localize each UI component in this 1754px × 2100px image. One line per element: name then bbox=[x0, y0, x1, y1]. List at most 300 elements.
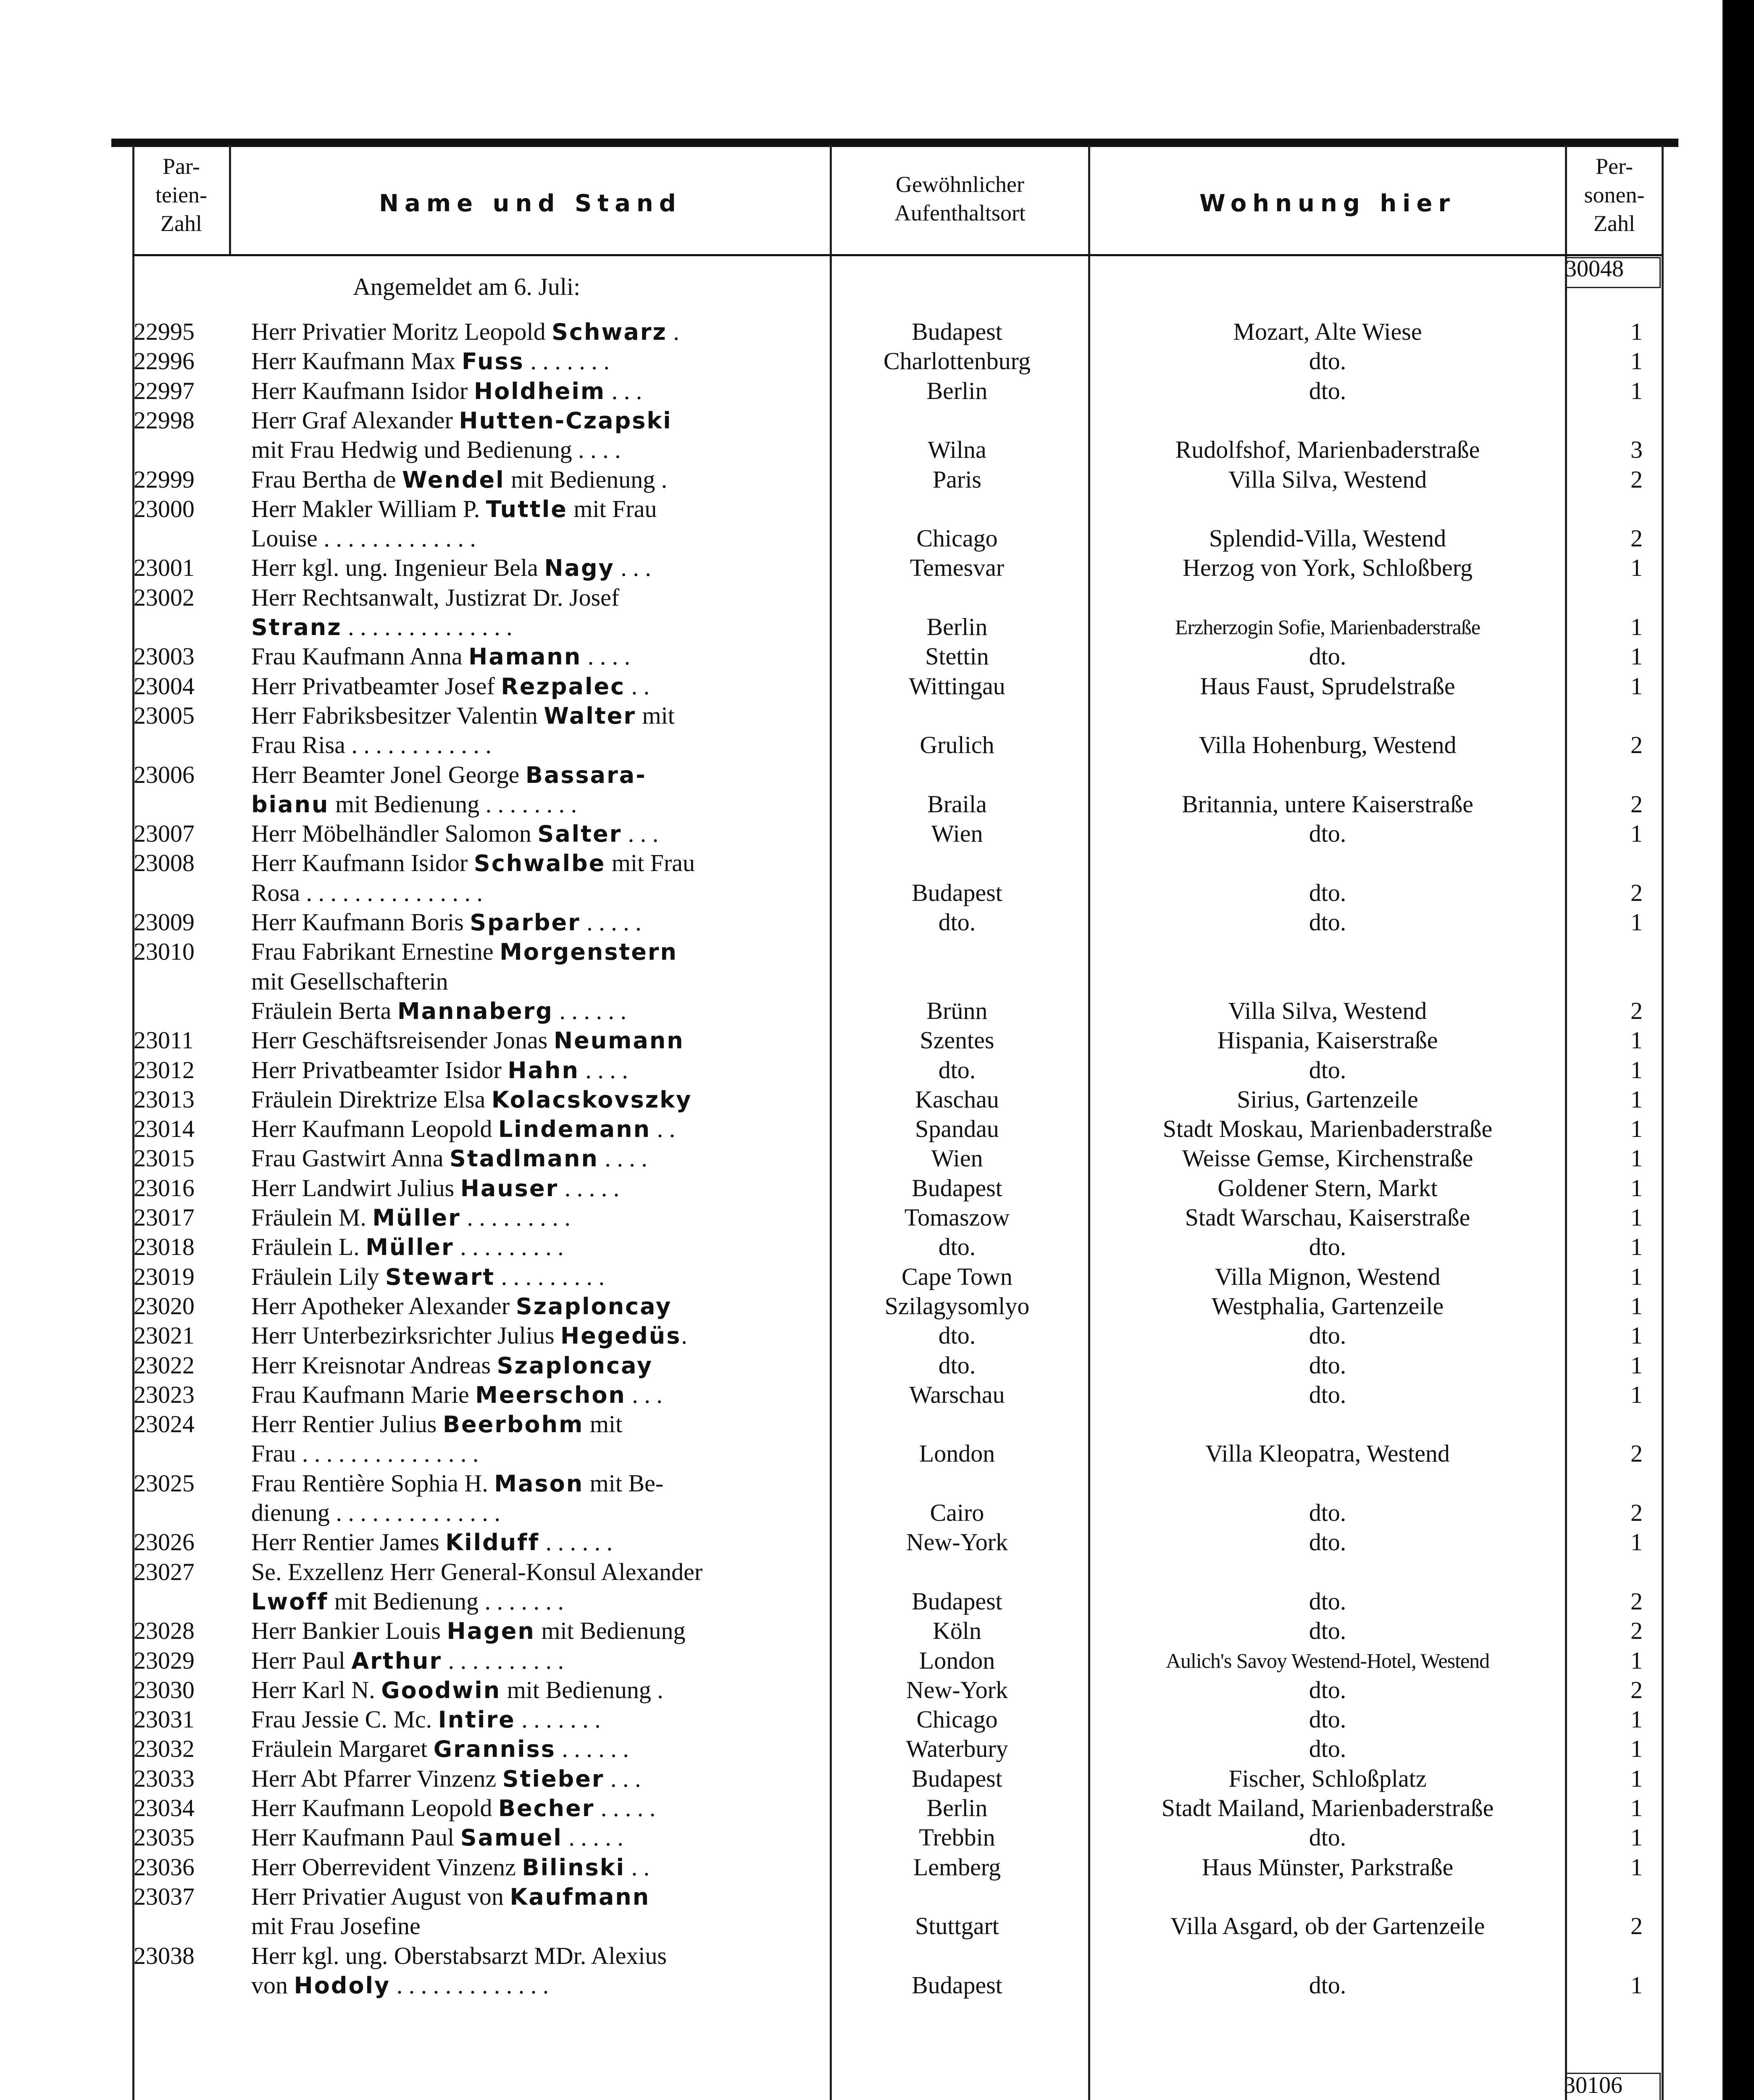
guest-title: von bbox=[251, 1971, 294, 1999]
persons-count: 1 bbox=[1630, 1233, 1643, 1261]
party-number: 23013 bbox=[134, 1085, 195, 1113]
local-lodging: Aulich's Savoy Westend-Hotel, Westend bbox=[1165, 1648, 1490, 1672]
local-lodging: dto. bbox=[1309, 1824, 1346, 1851]
guest-name-line bbox=[251, 317, 819, 346]
party-number: 23021 bbox=[134, 1322, 195, 1349]
guest-surname: Intire bbox=[438, 1706, 515, 1733]
usual-residence: dto. bbox=[938, 1056, 976, 1084]
party-number: 22999 bbox=[134, 465, 195, 493]
guest-title: Herr Kaufmann Leopold bbox=[251, 1115, 498, 1143]
guest-name-line bbox=[251, 612, 819, 642]
guest-title: Herr Kaufmann Paul bbox=[251, 1824, 460, 1851]
header-rule bbox=[132, 254, 1662, 256]
guest-surname: Stewart bbox=[385, 1263, 495, 1290]
guest-name-line bbox=[251, 346, 819, 376]
persons-count: 1 bbox=[1630, 908, 1643, 936]
persons-count: 1 bbox=[1630, 377, 1643, 404]
usual-residence: Stettin bbox=[925, 643, 989, 670]
guest-name-line bbox=[251, 1203, 819, 1232]
guest-suffix: . . . bbox=[604, 1764, 641, 1792]
local-lodging: dto. bbox=[1309, 1351, 1346, 1379]
guest-title: Herr Abt Pfarrer Vinzenz bbox=[251, 1764, 502, 1792]
usual-residence: dto. bbox=[938, 1322, 976, 1349]
local-lodging: dto. bbox=[1309, 1381, 1346, 1408]
guest-suffix: . . bbox=[651, 1115, 676, 1143]
party-number: 23037 bbox=[134, 1882, 195, 1910]
guest-surname: Neumann bbox=[553, 1027, 684, 1054]
guest-title: Frau Gastwirt Anna bbox=[251, 1144, 450, 1172]
guest-surname: Hahn bbox=[508, 1057, 579, 1084]
guest-name-line bbox=[251, 435, 819, 465]
party-number: 23028 bbox=[134, 1617, 195, 1645]
party-number: 23017 bbox=[134, 1204, 195, 1231]
party-number: 23008 bbox=[134, 849, 195, 877]
party-number: 23006 bbox=[134, 761, 195, 788]
usual-residence: dto. bbox=[938, 1351, 976, 1379]
guest-name-line bbox=[251, 1646, 819, 1675]
guest-title: Herr Rentier James bbox=[251, 1528, 446, 1556]
usual-residence: dto. bbox=[938, 908, 976, 936]
persons-count: 2 bbox=[1630, 465, 1643, 493]
local-lodging: Weisse Gemse, Kirchenstraße bbox=[1182, 1144, 1473, 1172]
usual-residence: Waterbury bbox=[906, 1735, 1008, 1763]
guest-surname: Szaploncay bbox=[515, 1293, 672, 1320]
entry-line bbox=[0, 701, 1722, 730]
entry-line bbox=[0, 1911, 1722, 1941]
guest-surname: Bassara- bbox=[525, 761, 647, 788]
carry-out-total: 30106 bbox=[1564, 2072, 1623, 2098]
usual-residence: Budapest bbox=[912, 1174, 1002, 1202]
persons-count: 1 bbox=[1630, 318, 1643, 345]
guest-name-line bbox=[251, 1026, 819, 1055]
guest-name-line bbox=[251, 406, 819, 435]
guest-name-line bbox=[251, 1557, 819, 1587]
party-number: 23002 bbox=[134, 583, 195, 611]
party-number: 23033 bbox=[134, 1764, 195, 1792]
guest-title: Herr kgl. ung. Oberstabsarzt MDr. Alexius bbox=[251, 1942, 667, 1969]
entry-line bbox=[0, 317, 1722, 346]
usual-residence: London bbox=[919, 1440, 995, 1467]
local-lodging: Britannia, untere Kaiserstraße bbox=[1181, 790, 1474, 818]
guest-surname: Stranz bbox=[251, 614, 342, 640]
guest-suffix: . . . . . . bbox=[553, 997, 626, 1024]
guest-suffix: . . . bbox=[622, 820, 659, 848]
guest-name-line bbox=[251, 465, 819, 494]
persons-count: 1 bbox=[1630, 672, 1643, 700]
guest-surname: Nagy bbox=[544, 555, 615, 582]
entry-line bbox=[0, 967, 1722, 996]
guest-name-line bbox=[251, 1941, 819, 1971]
local-lodging: Villa Kleopatra, Westend bbox=[1205, 1440, 1450, 1467]
entry-line bbox=[0, 1823, 1722, 1852]
local-lodging: Splendid-Villa, Westend bbox=[1209, 525, 1446, 552]
entry-line bbox=[0, 1853, 1722, 1882]
entry-line bbox=[0, 1173, 1722, 1203]
party-number: 23031 bbox=[134, 1706, 195, 1733]
persons-count: 1 bbox=[1630, 1351, 1643, 1379]
local-lodging: dto. bbox=[1309, 1056, 1346, 1084]
guest-title: Frau Kaufmann Anna bbox=[251, 643, 469, 670]
entry-line bbox=[0, 1587, 1722, 1616]
guest-name-line bbox=[251, 730, 819, 760]
guest-suffix: mit Frau bbox=[605, 849, 695, 877]
guest-suffix: . . . . . . . . . . . . . bbox=[390, 1971, 549, 1999]
party-number: 23001 bbox=[134, 554, 195, 582]
guest-name-line bbox=[251, 1498, 819, 1528]
guest-title: Frau Fabrikant Ernestine bbox=[251, 938, 500, 966]
entry-line bbox=[0, 1528, 1722, 1557]
guest-surname: Mason bbox=[494, 1470, 584, 1497]
guest-suffix: mit Bedienung . . . . . . . bbox=[328, 1587, 564, 1615]
guest-suffix: . . . . . . . bbox=[515, 1706, 601, 1733]
guest-name-line bbox=[251, 1292, 819, 1321]
usual-residence: Grulich bbox=[920, 731, 994, 759]
guest-name-line bbox=[251, 1055, 819, 1085]
guest-title: Frau Risa . . . . . . . . . . . . bbox=[251, 731, 492, 759]
entry-line bbox=[0, 583, 1722, 612]
entry-line bbox=[0, 494, 1722, 524]
guest-suffix: . bbox=[667, 318, 679, 345]
usual-residence: Berlin bbox=[926, 613, 988, 640]
persons-count: 2 bbox=[1630, 525, 1643, 552]
entry-line bbox=[0, 937, 1722, 966]
guest-title: Herr Fabriksbesitzer Valentin bbox=[251, 701, 544, 729]
entry-line bbox=[0, 1203, 1722, 1232]
guest-name-line bbox=[251, 1380, 819, 1410]
guest-surname: Becher bbox=[498, 1795, 595, 1822]
party-number: 23000 bbox=[134, 495, 195, 522]
guest-name-line bbox=[251, 524, 819, 553]
entry-line bbox=[0, 1292, 1722, 1321]
entry-line bbox=[0, 1351, 1722, 1380]
guest-title: mit Gesellschafterin bbox=[251, 967, 448, 995]
guest-name-line bbox=[251, 1793, 819, 1823]
persons-count: 1 bbox=[1630, 1115, 1643, 1143]
entry-line bbox=[0, 346, 1722, 376]
entry-line bbox=[0, 1557, 1722, 1587]
guest-title: Herr Apotheker Alexander bbox=[251, 1292, 516, 1320]
guest-suffix: . . . . . bbox=[558, 1174, 620, 1202]
guest-name-line bbox=[251, 1144, 819, 1173]
local-lodging: dto. bbox=[1309, 1587, 1346, 1615]
guest-suffix: . . bbox=[625, 672, 650, 700]
persons-count: 1 bbox=[1630, 1528, 1643, 1556]
guest-name-line bbox=[251, 1410, 819, 1439]
guest-name-line bbox=[251, 1734, 819, 1764]
entry-line bbox=[0, 1262, 1722, 1292]
party-number: 23034 bbox=[134, 1794, 195, 1822]
party-number: 23035 bbox=[134, 1824, 195, 1851]
guest-suffix: . . . bbox=[626, 1381, 663, 1408]
entry-line bbox=[0, 612, 1722, 642]
guest-name-line bbox=[251, 1262, 819, 1292]
persons-count: 1 bbox=[1630, 1735, 1643, 1763]
persons-count: 1 bbox=[1630, 1706, 1643, 1733]
party-number: 23007 bbox=[134, 820, 195, 848]
guest-title: Herr Makler William P. bbox=[251, 495, 486, 522]
guest-title: Herr Rentier Julius bbox=[251, 1410, 443, 1438]
persons-count: 1 bbox=[1630, 1204, 1643, 1231]
guest-suffix: . . . . . . . . . . . . . . bbox=[342, 613, 513, 640]
guest-surname: Hamann bbox=[468, 643, 582, 670]
guest-name-line bbox=[251, 1085, 819, 1114]
local-lodging: dto. bbox=[1309, 1322, 1346, 1349]
usual-residence: Budapest bbox=[912, 879, 1002, 906]
guest-title: mit Frau Hedwig und Bedienung . . . . bbox=[251, 436, 621, 464]
guest-title: Herr Unterbezirksrichter Julius bbox=[251, 1322, 561, 1349]
usual-residence: London bbox=[919, 1646, 995, 1674]
guest-title: Herr Paul bbox=[251, 1646, 352, 1674]
usual-residence: Chicago bbox=[916, 525, 998, 552]
guest-name-line bbox=[251, 1173, 819, 1203]
guest-title: mit Frau Josefine bbox=[251, 1912, 421, 1940]
local-lodging: dto. bbox=[1309, 820, 1346, 848]
entry-line bbox=[0, 1734, 1722, 1764]
guest-title: Herr Möbelhändler Salomon bbox=[251, 820, 538, 848]
entry-line bbox=[0, 1085, 1722, 1114]
usual-residence: Cape Town bbox=[902, 1263, 1012, 1290]
guest-title: Herr Privatbeamter Josef bbox=[251, 672, 501, 700]
local-lodging: Fischer, Schloßplatz bbox=[1228, 1764, 1427, 1792]
guest-name-line bbox=[251, 1321, 819, 1350]
persons-count: 2 bbox=[1630, 879, 1643, 906]
guest-title: Fräulein Berta bbox=[251, 997, 397, 1024]
guest-title: dienung . . . . . . . . . . . . . . bbox=[251, 1499, 500, 1526]
guest-suffix: . . . . bbox=[579, 1056, 628, 1084]
guest-surname: Rezpalec bbox=[501, 673, 626, 700]
guest-name-line bbox=[251, 672, 819, 701]
guest-title: Herr Rechtsanwalt, Justizrat Dr. Josef bbox=[251, 583, 620, 611]
guest-title: Frau Kaufmann Marie bbox=[251, 1381, 476, 1408]
guest-name-line bbox=[251, 908, 819, 937]
entry-line bbox=[0, 1498, 1722, 1528]
entry-line bbox=[0, 878, 1722, 908]
guest-suffix: . . . . bbox=[598, 1144, 647, 1172]
local-lodging: Villa Mignon, Westend bbox=[1215, 1263, 1441, 1290]
guest-name-line bbox=[251, 1911, 819, 1941]
persons-count: 1 bbox=[1630, 1085, 1643, 1113]
usual-residence: Wien bbox=[931, 1144, 983, 1172]
persons-count: 2 bbox=[1630, 731, 1643, 759]
guest-name-line bbox=[251, 1114, 819, 1144]
persons-count: 1 bbox=[1630, 1292, 1643, 1320]
usual-residence: Szilagysomlyo bbox=[884, 1292, 1030, 1320]
guest-name-line bbox=[251, 1675, 819, 1705]
persons-count: 1 bbox=[1630, 1381, 1643, 1408]
local-lodging: Sirius, Gartenzeile bbox=[1237, 1085, 1418, 1113]
usual-residence: New-York bbox=[906, 1676, 1008, 1704]
usual-residence: Cairo bbox=[930, 1499, 984, 1526]
entry-line bbox=[0, 1321, 1722, 1350]
local-lodging: dto. bbox=[1309, 1971, 1346, 1999]
persons-count: 2 bbox=[1630, 1912, 1643, 1940]
party-number: 23023 bbox=[134, 1381, 195, 1408]
persons-count: 1 bbox=[1630, 1853, 1643, 1881]
guest-title: Herr Karl N. bbox=[251, 1676, 381, 1704]
local-lodging: dto. bbox=[1309, 1676, 1346, 1704]
usual-residence: Szentes bbox=[920, 1026, 994, 1054]
entry-line bbox=[0, 760, 1722, 790]
entry-line bbox=[0, 1055, 1722, 1085]
guest-name-line bbox=[251, 1705, 819, 1734]
header-residence: Wohnung hier bbox=[1199, 190, 1456, 217]
usual-residence: Köln bbox=[933, 1617, 981, 1645]
guest-surname: Walter bbox=[544, 702, 636, 729]
guest-surname: Morgenstern bbox=[500, 939, 678, 966]
persons-count: 2 bbox=[1630, 1617, 1643, 1645]
guest-surname: Stieber bbox=[502, 1765, 605, 1792]
persons-count: 1 bbox=[1630, 820, 1643, 848]
party-number: 23026 bbox=[134, 1528, 195, 1556]
entry-line bbox=[0, 1971, 1722, 2000]
local-lodging: Haus Münster, Parkstraße bbox=[1202, 1853, 1454, 1881]
guest-suffix: . . . . . bbox=[594, 1794, 656, 1822]
usual-residence: Wittingau bbox=[909, 672, 1005, 700]
persons-count: 1 bbox=[1630, 1056, 1643, 1084]
entry-line bbox=[0, 908, 1722, 937]
guest-name-line bbox=[251, 937, 819, 966]
usual-residence: Wilna bbox=[928, 436, 986, 464]
party-number: 23022 bbox=[134, 1351, 195, 1379]
entry-line bbox=[0, 1764, 1722, 1793]
guest-title: Se. Exzellenz Herr General-Konsul Alexander bbox=[251, 1558, 703, 1586]
party-number: 23029 bbox=[134, 1646, 195, 1674]
guest-surname: Fuss bbox=[461, 348, 524, 375]
guest-title: Herr Privatier August von bbox=[251, 1882, 510, 1910]
party-number: 23020 bbox=[134, 1292, 195, 1320]
guest-surname: Stadlmann bbox=[450, 1145, 599, 1172]
entry-line bbox=[0, 1882, 1722, 1911]
guest-name-line bbox=[251, 1528, 819, 1557]
party-number: 23012 bbox=[134, 1056, 195, 1084]
local-lodging: Erzherzogin Sofie, Marienbaderstraße bbox=[1175, 615, 1481, 639]
usual-residence: Budapest bbox=[912, 318, 1002, 345]
usual-residence: Berlin bbox=[926, 377, 988, 404]
guest-name-line bbox=[251, 819, 819, 848]
guest-suffix: . . . bbox=[614, 554, 651, 582]
local-lodging: dto. bbox=[1309, 1735, 1346, 1763]
guest-suffix: . . . . . . . . . . bbox=[442, 1646, 564, 1674]
header-persons: Per- sonen- Zahl bbox=[1584, 154, 1645, 236]
entry-line bbox=[0, 406, 1722, 435]
guest-title: Herr Oberrevident Vinzenz bbox=[251, 1853, 522, 1881]
header-number: Par- teien- Zahl bbox=[155, 154, 207, 236]
entry-line bbox=[0, 996, 1722, 1026]
entry-line bbox=[0, 642, 1722, 671]
persons-count: 1 bbox=[1630, 1764, 1643, 1792]
persons-count: 2 bbox=[1630, 790, 1643, 818]
guest-surname: Lindemann bbox=[498, 1116, 651, 1143]
party-number: 22995 bbox=[134, 318, 195, 345]
local-lodging: Villa Silva, Westend bbox=[1228, 997, 1427, 1024]
guest-surname: bianu bbox=[251, 791, 329, 818]
persons-count: 1 bbox=[1630, 1794, 1643, 1822]
guest-surname: Arthur bbox=[351, 1647, 442, 1674]
guest-surname: Hauser bbox=[460, 1175, 559, 1202]
guest-title: Frau Jessie C. Mc. bbox=[251, 1706, 438, 1733]
local-lodging: Stadt Moskau, Marienbaderstraße bbox=[1162, 1115, 1493, 1143]
usual-residence: Berlin bbox=[926, 1794, 988, 1822]
entry-line bbox=[0, 1675, 1722, 1705]
guest-title: Herr Beamter Jonel George bbox=[251, 761, 526, 788]
party-number: 23032 bbox=[134, 1735, 195, 1763]
guest-title: Herr kgl. ung. Ingenieur Bela bbox=[251, 554, 544, 582]
guest-title: Herr Landwirt Julius bbox=[251, 1174, 460, 1202]
usual-residence: dto. bbox=[938, 1233, 976, 1261]
guest-title: Herr Bankier Louis bbox=[251, 1617, 447, 1645]
persons-count: 1 bbox=[1630, 347, 1643, 375]
entry-line bbox=[0, 553, 1722, 583]
guest-surname: Müller bbox=[366, 1234, 454, 1261]
guest-suffix: . bbox=[681, 1322, 687, 1349]
guest-suffix: . . . . . bbox=[580, 908, 642, 936]
party-number: 22997 bbox=[134, 377, 195, 404]
guest-suffix: mit Be- bbox=[584, 1469, 664, 1497]
guest-name-line bbox=[251, 878, 819, 908]
persons-count: 2 bbox=[1630, 1676, 1643, 1704]
guest-name-line bbox=[251, 701, 819, 730]
party-number: 23019 bbox=[134, 1263, 195, 1290]
guest-surname: Schwalbe bbox=[473, 850, 606, 877]
guest-surname: Kilduff bbox=[445, 1529, 540, 1556]
local-lodging: Villa Hohenburg, Westend bbox=[1199, 731, 1457, 759]
local-lodging: Goldener Stern, Markt bbox=[1218, 1174, 1438, 1202]
guest-name-line bbox=[251, 494, 819, 524]
guest-name-line bbox=[251, 790, 819, 819]
entry-line bbox=[0, 819, 1722, 848]
guest-surname: Lwoff bbox=[251, 1588, 329, 1615]
carry-in-total: 30048 bbox=[1565, 256, 1624, 282]
guest-title: Fräulein L. bbox=[251, 1233, 366, 1261]
persons-count: 1 bbox=[1630, 1824, 1643, 1851]
guest-suffix: mit bbox=[636, 701, 675, 729]
persons-count: 1 bbox=[1630, 554, 1643, 582]
persons-count: 1 bbox=[1630, 643, 1643, 670]
party-number: 22996 bbox=[134, 347, 195, 375]
entry-line bbox=[0, 1232, 1722, 1262]
guest-surname: Müller bbox=[372, 1205, 461, 1231]
guest-title: Herr Kaufmann Boris bbox=[251, 908, 470, 936]
guest-title: Fräulein Margaret bbox=[251, 1735, 434, 1763]
guest-name-line bbox=[251, 1823, 819, 1852]
guest-suffix: . . . . . . . . . bbox=[460, 1204, 571, 1231]
local-lodging: Herzog von York, Schloßberg bbox=[1182, 554, 1473, 582]
guest-surname: Tuttle bbox=[486, 496, 568, 522]
usual-residence: Warschau bbox=[909, 1381, 1005, 1408]
header-name: Name und Stand bbox=[379, 190, 682, 217]
guest-suffix: mit Bedienung . . . . . . . . bbox=[329, 790, 577, 818]
guest-title: Herr Kreisnotar Andreas bbox=[251, 1351, 497, 1379]
entry-line bbox=[0, 1144, 1722, 1173]
guest-suffix: mit Bedienung . bbox=[501, 1676, 663, 1704]
local-lodging: dto. bbox=[1309, 1528, 1346, 1556]
guest-surname: Meerschon bbox=[475, 1381, 626, 1408]
local-lodging: dto. bbox=[1309, 1499, 1346, 1526]
guest-title: Herr Geschäftsreisender Jonas bbox=[251, 1026, 554, 1054]
guest-suffix: . . . . . . . bbox=[524, 347, 610, 375]
usual-residence: Chicago bbox=[916, 1706, 998, 1733]
entry-line bbox=[0, 730, 1722, 760]
local-lodging: Westphalia, Gartenzeile bbox=[1211, 1292, 1444, 1320]
local-lodging: dto. bbox=[1309, 879, 1346, 906]
party-number: 23010 bbox=[134, 938, 195, 966]
persons-count: 1 bbox=[1630, 613, 1643, 640]
persons-count: 1 bbox=[1630, 1174, 1643, 1202]
local-lodging: Rudolfshof, Marienbaderstraße bbox=[1175, 436, 1480, 464]
party-number: 23025 bbox=[134, 1469, 195, 1497]
guest-title: Fräulein Lily bbox=[251, 1263, 385, 1290]
party-number: 23011 bbox=[134, 1026, 194, 1054]
